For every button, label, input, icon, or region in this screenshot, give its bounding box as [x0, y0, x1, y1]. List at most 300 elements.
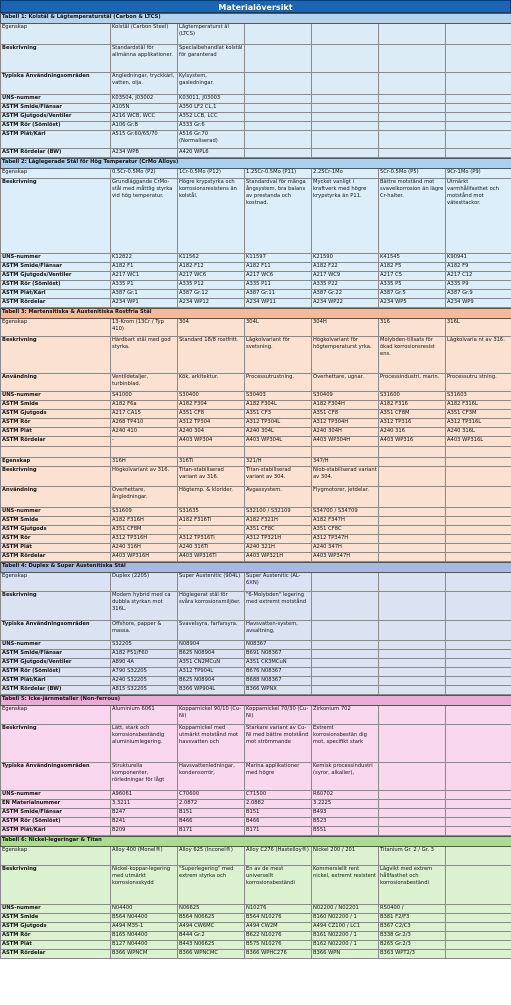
table-cell: Standard 18/8 rostfritt.	[178, 337, 245, 374]
table-cell	[446, 932, 511, 941]
table-cell: A403 WP304L	[245, 437, 312, 447]
table-cell: A351 CN2MCuN	[178, 659, 245, 668]
row-label: ASTM Gjutgods/Ventiler	[1, 113, 111, 122]
table-cell	[446, 517, 511, 526]
table-cell: B127 N04400	[111, 941, 178, 950]
table-cell	[379, 553, 446, 562]
table-cell: K90941	[446, 254, 511, 263]
table-cell: A234 WP22	[312, 299, 379, 308]
table-cell: A217 WC9	[312, 272, 379, 281]
table-cell: Niob-stabiliserad variant av 304.	[312, 467, 379, 487]
material-table-1	[0, 13, 511, 158]
table-cell: Strukturella komponenter, rörledningar för lågt	[111, 763, 178, 791]
table-cell: A182 F1	[111, 263, 178, 272]
table-cell: Aluminium 6061	[111, 706, 178, 725]
table-cell	[379, 517, 446, 526]
table-cell: A217 C12	[446, 272, 511, 281]
table-cell: A312 TP347H	[312, 535, 379, 544]
table-cell: Super Austenitic (AL-6XN)	[245, 573, 312, 592]
row-label: Användning	[1, 374, 111, 392]
table-cell: Lätt, stark och korrosionsbeständig aluminiumlegering.	[111, 725, 178, 763]
table-cell: A351 CK3MCuN	[245, 659, 312, 668]
table-cell: B622 N10276	[245, 932, 312, 941]
table-row	[1, 281, 511, 290]
table-cell	[379, 45, 446, 73]
row-label: Typiska Användningsområden	[1, 621, 111, 641]
table-cell: A240 304L	[245, 428, 312, 437]
tables-container	[0, 13, 511, 959]
table-cell: A312 TP304	[178, 419, 245, 428]
table-cell: C71500	[245, 791, 312, 800]
table-cell: B688 N08367	[245, 677, 312, 686]
section-header-row	[1, 837, 511, 847]
table-cell	[111, 447, 178, 458]
table-cell: A240 S32205	[111, 677, 178, 686]
table-cell	[312, 73, 379, 95]
table-cell	[312, 24, 379, 45]
table-cell	[312, 447, 379, 458]
table-cell: 316H	[111, 458, 178, 467]
table-cell: Högkolvariant för högtemperaturst yrka.	[312, 337, 379, 374]
table-cell: S31635	[178, 508, 245, 517]
table-cell: A234 WPB	[111, 149, 178, 158]
table-cell: A335 P12	[178, 281, 245, 290]
row-label: ASTM Rördelar	[1, 950, 111, 959]
table-cell: N04400	[111, 905, 178, 914]
table-cell: Överhettare, ångledningar.	[111, 487, 178, 508]
table-cell	[379, 467, 446, 487]
table-row	[1, 535, 511, 544]
table-cell: N02200 / N02201	[312, 905, 379, 914]
table-cell: A515 Gr.60/65/70	[111, 131, 178, 149]
table-cell: 5Cr-0.5Mo (P5)	[379, 169, 446, 179]
row-label: ASTM Rör	[1, 932, 111, 941]
table-cell: A351 CF8C	[312, 526, 379, 535]
table-cell: 316Ti	[178, 458, 245, 467]
table-cell: A312 TP904L	[178, 668, 245, 677]
table-row	[1, 45, 511, 73]
table-cell: B523	[312, 818, 379, 827]
table-cell: Duplex (2205)	[111, 573, 178, 592]
table-cell: A217 C5	[379, 272, 446, 281]
row-label: Beskrivning	[1, 45, 111, 73]
table-row	[1, 791, 511, 800]
table-cell	[379, 104, 446, 113]
table-cell	[446, 827, 511, 836]
table-cell: Lågkolvaria nt av 316.	[446, 337, 511, 374]
section-header-row	[1, 563, 511, 573]
table-cell	[379, 686, 446, 695]
section-title: Tabell 1: Kolstål & Lågtemperaturstål (Carbon & LTCS)	[1, 14, 511, 24]
table-cell	[446, 508, 511, 517]
table-cell: A182 F51/F60	[111, 650, 178, 659]
table-cell: B366 WPNCMC	[178, 950, 245, 959]
table-cell	[379, 650, 446, 659]
table-cell: 2.0882	[245, 800, 312, 809]
table-cell: R50400 /	[379, 905, 446, 914]
table-row	[1, 827, 511, 836]
table-cell: Standardval för många ångsystem, bra balans av prestanda och kostnad.	[245, 179, 312, 254]
row-label: Egenskap	[1, 847, 111, 866]
table-row	[1, 419, 511, 428]
table-cell: B575 N10276	[245, 941, 312, 950]
table-cell: Ventildetaljer, turbinblad.	[111, 374, 178, 392]
table-cell: Svavelsyra, farfarsyra.	[178, 621, 245, 641]
table-cell: B165 N04400	[111, 932, 178, 941]
table-cell: A240 321H	[245, 544, 312, 553]
table-cell	[379, 725, 446, 763]
table-cell: A890 4A	[111, 659, 178, 668]
table-cell	[446, 458, 511, 467]
table-cell	[379, 487, 446, 508]
table-cell: B366 WPNX	[245, 686, 312, 695]
table-cell: N08367	[245, 641, 312, 650]
table-cell	[312, 641, 379, 650]
table-cell: B466	[245, 818, 312, 827]
table-cell: K21590	[312, 254, 379, 263]
table-cell: B171	[178, 827, 245, 836]
table-cell: B338 Gr.2/3	[379, 932, 446, 941]
table-cell: A217 WC1	[111, 272, 178, 281]
table-cell: Processindustri, marin.	[379, 374, 446, 392]
row-label: Typiska Användningsområden	[1, 73, 111, 95]
table-cell	[379, 95, 446, 104]
table-cell: Utmärkt varmhållfasthet och motstånd mot vätesttackor.	[446, 179, 511, 254]
table-row	[1, 410, 511, 419]
table-cell	[379, 763, 446, 791]
table-cell: A182 F9	[446, 263, 511, 272]
table-cell: S41000	[111, 392, 178, 401]
table-cell: B367 C2/C3	[379, 923, 446, 932]
table-cell: K11597	[245, 254, 312, 263]
table-cell: 3.3211	[111, 800, 178, 809]
table-cell: Lågkolvariant för svetsning.	[245, 337, 312, 374]
table-cell	[446, 914, 511, 923]
table-cell: B241	[111, 818, 178, 827]
table-cell: 316L	[446, 319, 511, 337]
table-cell: Angledningar, tryckkärl, vatten, olja.	[111, 73, 178, 95]
table-cell: A815 S32205	[111, 686, 178, 695]
material-table-3	[0, 308, 511, 562]
table-cell: A403 WP316	[379, 437, 446, 447]
table-cell: A351 CF8C	[245, 526, 312, 535]
table-cell: A387 Gr.9	[446, 290, 511, 299]
table-cell: A268 TP410	[111, 419, 178, 428]
row-label: Beskrivning	[1, 337, 111, 374]
row-label: Egenskap	[1, 319, 111, 337]
table-cell: B564 N06625	[178, 914, 245, 923]
table-row	[1, 517, 511, 526]
table-cell: Super Austenitic (904L)	[178, 573, 245, 592]
row-label: ASTM Rördelar	[1, 437, 111, 447]
row-label: Beskrivning	[1, 592, 111, 621]
table-row	[1, 467, 511, 487]
table-cell: Höglegerat stål för svåra korrosionsmiljöer.	[178, 592, 245, 621]
table-cell: B676 N08367	[245, 668, 312, 677]
table-cell	[312, 659, 379, 668]
table-cell	[446, 592, 511, 621]
table-cell: S32100 / S32109	[245, 508, 312, 517]
table-cell	[446, 467, 511, 487]
table-cell: A403 WP347H	[312, 553, 379, 562]
row-label: EN Materialnummer	[1, 800, 111, 809]
table-cell: S30400	[178, 392, 245, 401]
table-cell	[312, 621, 379, 641]
table-cell: A387 Gr.22	[312, 290, 379, 299]
table-cell: A494 CW2M	[245, 923, 312, 932]
table-cell: S31609	[111, 508, 178, 517]
table-cell	[379, 592, 446, 621]
table-cell	[379, 508, 446, 517]
table-row	[1, 131, 511, 149]
table-cell: S31600	[379, 392, 446, 401]
table-cell: Avgassystem.	[245, 487, 312, 508]
table-cell: A240 316	[379, 428, 446, 437]
table-cell	[245, 149, 312, 158]
table-cell: 9Cr-1Mo (P9)	[446, 169, 511, 179]
table-cell	[312, 131, 379, 149]
row-label: ASTM Gjutgods	[1, 410, 111, 419]
table-row	[1, 677, 511, 686]
table-cell	[312, 650, 379, 659]
section-title: Tabell 4: Duplex & Super Austenitiska Stål	[1, 563, 511, 573]
table-cell	[379, 526, 446, 535]
table-cell	[446, 800, 511, 809]
table-cell: B381 F2/F3	[379, 914, 446, 923]
sheet-title: Materialöversikt	[0, 0, 511, 13]
table-row	[1, 254, 511, 263]
row-label: ASTM Smide/Flänsar	[1, 809, 111, 818]
table-cell	[312, 45, 379, 73]
row-label	[1, 447, 111, 458]
table-cell: A335 P5	[379, 281, 446, 290]
table-row	[1, 374, 511, 392]
row-label: ASTM Plåt	[1, 428, 111, 437]
table-cell: B366 WP904L	[178, 686, 245, 695]
table-cell: Processutrustning.	[245, 374, 312, 392]
table-row	[1, 437, 511, 447]
table-cell: A351 CF8	[178, 410, 245, 419]
table-row	[1, 526, 511, 535]
section-title: Tabell 6: Nickel-legeringar & Titan	[1, 837, 511, 847]
table-row	[1, 113, 511, 122]
table-cell: Lågvikt med extrem hållfasthet och korrosionsbeständi	[379, 866, 446, 905]
table-cell: Kylsystem, gasledningar.	[178, 73, 245, 95]
table-cell: 347/H	[312, 458, 379, 467]
table-cell: Kök, arkitektur.	[178, 374, 245, 392]
table-cell	[312, 686, 379, 695]
table-cell	[379, 791, 446, 800]
table-cell: Titanium Gr. 2 / Gr. 3	[379, 847, 446, 866]
table-cell: A351 CF8	[312, 410, 379, 419]
section-header-row	[1, 696, 511, 706]
section-title: Tabell 3: Martensitiska & Austenitiska Rostfria Stål	[1, 309, 511, 319]
row-label: Beskrivning	[1, 725, 111, 763]
table-cell	[446, 487, 511, 508]
row-label: UNS-nummer	[1, 508, 111, 517]
table-cell: Specialbehandlat kolstål för garanterad	[178, 45, 245, 73]
table-cell: Lågtemperaturst ål (LTCS)	[178, 24, 245, 45]
table-cell: A240 316L	[446, 428, 511, 437]
table-cell: A403 WP304	[178, 437, 245, 447]
table-cell: A182 F304	[178, 401, 245, 410]
table-cell	[379, 659, 446, 668]
table-cell	[245, 95, 312, 104]
table-cell	[245, 104, 312, 113]
table-row	[1, 544, 511, 553]
table-cell	[446, 809, 511, 818]
table-cell	[379, 677, 446, 686]
row-label: UNS-nummer	[1, 95, 111, 104]
table-cell: Flygmotorer, jetdelar.	[312, 487, 379, 508]
table-cell: A217 CA15	[111, 410, 178, 419]
table-cell	[446, 791, 511, 800]
table-cell: Kommersiellt rent nickel, extremt resistent	[312, 866, 379, 905]
table-cell: A106 Gr.B	[111, 122, 178, 131]
table-cell: 2.0872	[178, 800, 245, 809]
table-cell: A96061	[111, 791, 178, 800]
row-label: Beskrivning	[1, 179, 111, 254]
table-cell: A351 CF3M	[446, 410, 511, 419]
table-cell: B209	[111, 827, 178, 836]
table-cell: 2.25Cr-1Mo	[312, 169, 379, 179]
table-cell	[446, 24, 511, 45]
material-table-2	[0, 158, 511, 308]
table-cell: Grundläggande CrMo-stål med måttlig styrka vid hög temperatur.	[111, 179, 178, 254]
table-cell: A182 F304H	[312, 401, 379, 410]
table-row	[1, 508, 511, 517]
table-cell: A335 P9	[446, 281, 511, 290]
table-cell	[379, 447, 446, 458]
table-cell: A333 Gr.6	[178, 122, 245, 131]
table-cell: 321/H	[245, 458, 312, 467]
row-label: ASTM Rör	[1, 419, 111, 428]
table-row	[1, 905, 511, 914]
row-label: UNS-nummer	[1, 905, 111, 914]
table-row	[1, 392, 511, 401]
table-cell	[379, 131, 446, 149]
table-cell	[245, 131, 312, 149]
table-row	[1, 122, 511, 131]
table-cell: A516 Gr.70 (Normaliserad)	[178, 131, 245, 149]
row-label: ASTM Rör (Sömlöst)	[1, 122, 111, 131]
table-cell	[446, 659, 511, 668]
row-label: UNS-nummer	[1, 641, 111, 650]
table-cell: A240 316H	[111, 544, 178, 553]
table-cell: B625 N08904	[178, 650, 245, 659]
table-cell: A351 CF8M	[111, 526, 178, 535]
table-row	[1, 487, 511, 508]
table-cell	[178, 447, 245, 458]
row-label: UNS-nummer	[1, 791, 111, 800]
table-cell	[312, 104, 379, 113]
table-row	[1, 621, 511, 641]
row-label: ASTM Plåt/Kärl	[1, 827, 111, 836]
table-cell: Extremt korrosionsbestän dig mot, specifikt stark	[312, 725, 379, 763]
table-cell	[379, 458, 446, 467]
table-cell: K12822	[111, 254, 178, 263]
table-cell: Standardstål för allmänna applikationer.	[111, 45, 178, 73]
table-cell: Titan-stabiliserad variant av 316.	[178, 467, 245, 487]
table-cell: "Superlegering" med extrem styrka och	[178, 866, 245, 905]
table-cell: A403 WP321H	[245, 553, 312, 562]
table-row	[1, 169, 511, 179]
table-row	[1, 950, 511, 959]
table-cell	[379, 668, 446, 677]
table-row	[1, 932, 511, 941]
row-label: ASTM Plåt/Kärl	[1, 290, 111, 299]
row-label: ASTM Rör (Sömlöst)	[1, 281, 111, 290]
table-cell: K41545	[379, 254, 446, 263]
table-cell: A403 WP316L	[446, 437, 511, 447]
row-label: UNS-nummer	[1, 392, 111, 401]
row-label: ASTM Smide	[1, 517, 111, 526]
table-cell: Kemisk processindustri (syror, alkalier),	[312, 763, 379, 791]
table-cell: A182 F321H	[245, 517, 312, 526]
table-cell: B551	[312, 827, 379, 836]
table-cell: B366 WPNCM	[111, 950, 178, 959]
table-cell: Högre krypstyrka och korrosionsresistens än kolstål.	[178, 179, 245, 254]
table-cell: 304H	[312, 319, 379, 337]
table-cell	[446, 122, 511, 131]
table-cell: A240 316Ti	[178, 544, 245, 553]
material-table-5	[0, 695, 511, 836]
section-title: Tabell 2: Låglegerade Stål för Hög Temperatur (CrMo Alloys)	[1, 159, 511, 169]
row-label: Typiska Användningsområden	[1, 763, 111, 791]
table-cell	[379, 827, 446, 836]
table-cell	[446, 677, 511, 686]
row-label: ASTM Smide	[1, 914, 111, 923]
table-cell	[245, 122, 312, 131]
row-label: ASTM Rördelar (BW)	[1, 686, 111, 695]
table-cell	[379, 621, 446, 641]
table-cell: B444 Gr.2	[178, 932, 245, 941]
table-cell: A217 WC6	[178, 272, 245, 281]
row-label: ASTM Rördelar (BW)	[1, 149, 111, 158]
table-cell: -	[111, 437, 178, 447]
table-cell: Alloy 400 (Monel®)	[111, 847, 178, 866]
row-label: ASTM Gjutgods	[1, 526, 111, 535]
table-cell: B162 N02200 / 1	[312, 941, 379, 950]
table-cell	[446, 73, 511, 95]
table-cell: Högtemp. & klorider.	[178, 487, 245, 508]
table-cell: A182 F316	[379, 401, 446, 410]
table-cell	[379, 818, 446, 827]
table-cell: A335 P1	[111, 281, 178, 290]
table-row	[1, 847, 511, 866]
table-row	[1, 337, 511, 374]
table-cell: -	[178, 526, 245, 535]
table-cell	[379, 544, 446, 553]
table-cell: A403 WP316H	[111, 553, 178, 562]
table-row	[1, 809, 511, 818]
row-label: UNS-nummer	[1, 254, 111, 263]
table-cell: S30403	[245, 392, 312, 401]
table-cell	[379, 641, 446, 650]
table-row	[1, 458, 511, 467]
table-cell	[446, 866, 511, 905]
table-cell: A234 WP11	[245, 299, 312, 308]
table-cell: Kopparnickel 90/10 (Cu-Ni)	[178, 706, 245, 725]
table-cell	[379, 24, 446, 45]
table-cell: A351 CF3	[245, 410, 312, 419]
table-row	[1, 401, 511, 410]
table-cell	[446, 95, 511, 104]
table-row	[1, 800, 511, 809]
table-cell: C70600	[178, 791, 245, 800]
row-label: ASTM Plåt/Kärl	[1, 131, 111, 149]
table-row	[1, 272, 511, 281]
